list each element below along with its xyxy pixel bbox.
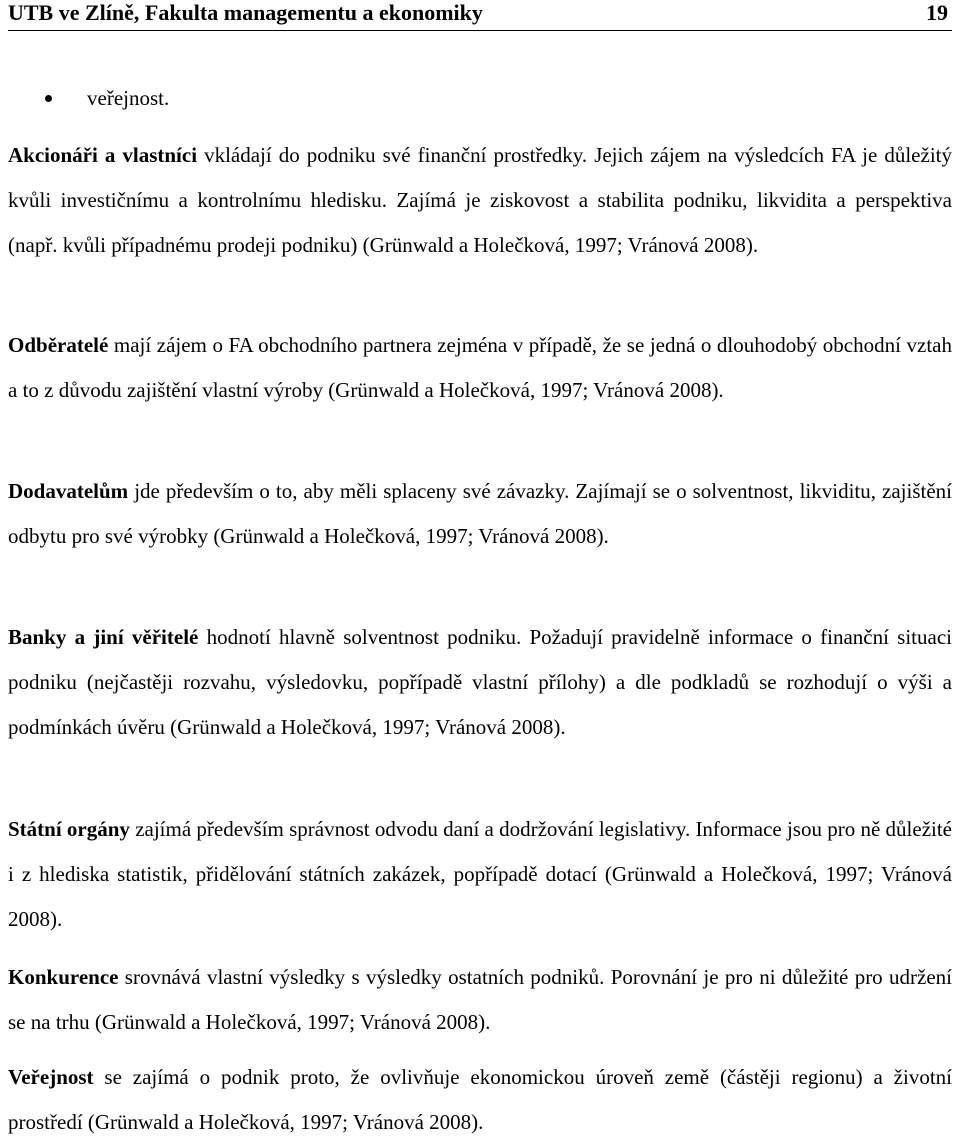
paragraph-public <box>8 1055 952 1145</box>
paragraph-text: zajímá především správnost odvodu daní a dodržování legislativy. Informace jsou pro ně důležité i z hlediska statistik, přidělování státních zakázek, popřípadě dotací (Grünwald a Holečková, 1997; Vránová 2008). <box>8 817 953 931</box>
paragraph-text: hodnotí hlavně solventnost podniku. Požadují pravidelně informace o finanční situaci podniku (nejčastěji rozvahu, výsledovku, popřípadě vlastní přílohy) a dle podkladů se rozhodují o výši a podmínkách úvěru (Grünwald a Holečková, 1997; Vránová 2008). <box>8 625 952 739</box>
paragraph-customers <box>8 323 952 413</box>
term-public: Veřejnost <box>8 1065 94 1089</box>
paragraph-text: se zajímá o podnik proto, že ovlivňuje ekonomickou úroveň země (částěji regionu) a životní prostředí (Grünwald a Holečková, 1997; Vránová 2008). <box>8 1065 952 1134</box>
paragraph-banks <box>8 615 952 750</box>
page-number: 19 <box>926 0 948 25</box>
paragraph-state-authorities <box>8 807 952 942</box>
term-competition: Konkurence <box>8 965 119 989</box>
paragraph-text: jde především o to, aby měli splaceny své závazky. Zajímají se o solventnost, likviditu, zajištění odbytu pro své výrobky (Grünwald a Holečková, 1997; Vránová 2008). <box>8 479 952 548</box>
term-customers: Odběratelé <box>8 333 109 357</box>
paragraph-text: srovnává vlastní výsledky s výsledky ostatních podniků. Porovnání je pro ni důležité pro udržení se na trhu (Grünwald a Holečková, 1997; Vránová 2008). <box>8 965 952 1034</box>
bullet-dot-icon <box>45 95 52 102</box>
header-title: UTB ve Zlíně, Fakulta managementu a ekonomiky <box>8 0 483 25</box>
paragraph-text: mají zájem o FA obchodního partnera zejména v případě, že se jedná o dlouhodobý obchodní vztah a to z důvodu zajištění vlastní výroby (Grünwald a Holečková, 1997; Vránová 2008). <box>8 333 952 402</box>
paragraph-competition <box>8 955 952 1045</box>
page-header <box>8 0 952 31</box>
paragraph-shareholders <box>8 133 952 268</box>
paragraph-text: vkládají do podniku své finanční prostředky. Jejich zájem na výsledcích FA je důležitý kvůli investičnímu a kontrolnímu hledisku. Zajímá je ziskovost a stabilita podniku, likvidita a perspektiva (např. kvůli případnému prodeji podniku) (Grünwald a Holečková, 1997; Vránová 2008). <box>8 143 952 257</box>
term-banks: Banky a jiní věřitelé <box>8 625 199 649</box>
term-state-authorities: Státní orgány <box>8 817 130 841</box>
term-suppliers: Dodavatelům <box>8 479 129 503</box>
bullet-text: veřejnost. <box>87 86 170 110</box>
term-shareholders: Akcionáři a vlastníci <box>8 143 198 167</box>
paragraph-suppliers <box>8 469 952 559</box>
